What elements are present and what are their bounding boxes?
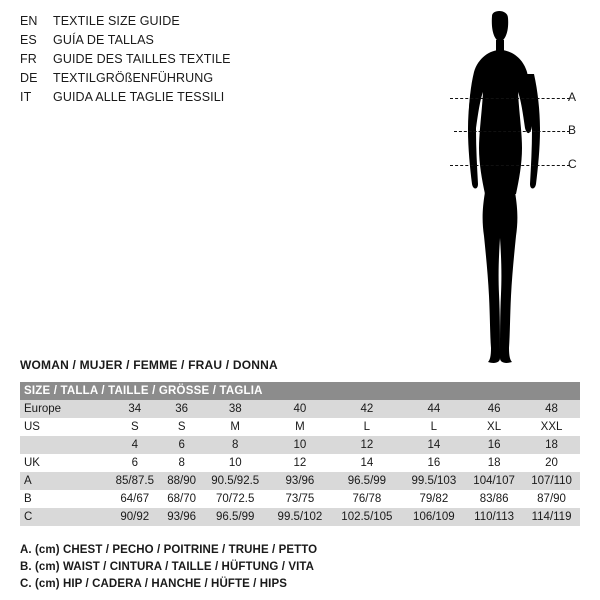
woman-silhouette-icon [430, 8, 590, 368]
cell: 8 [202, 436, 269, 454]
language-code: IT [20, 90, 32, 104]
row-label: B [20, 490, 108, 508]
cell: 93/96 [269, 472, 331, 490]
language-title: GUIDA ALLE TAGLIE TESSILI [53, 90, 225, 104]
cell: 76/78 [331, 490, 402, 508]
measure-line-b [454, 131, 570, 132]
cell: 102.5/105 [331, 508, 402, 526]
cell: 20 [523, 454, 580, 472]
table-row [20, 490, 580, 508]
cell: 6 [108, 454, 162, 472]
cell: 110/113 [465, 508, 523, 526]
language-row-it [20, 90, 420, 109]
table-row [20, 400, 580, 418]
cell: 48 [523, 400, 580, 418]
cell: 104/107 [465, 472, 523, 490]
language-code: EN [20, 14, 38, 28]
cell: 88/90 [162, 472, 202, 490]
cell: 68/70 [162, 490, 202, 508]
language-title: GUIDE DES TAILLES TEXTILE [53, 52, 231, 66]
note-b: B. (cm) WAIST / CINTURA / TAILLE / HÜFTUNG / VITA [20, 561, 315, 573]
cell: M [269, 418, 331, 436]
row-label [20, 436, 108, 454]
cell: 10 [269, 436, 331, 454]
table-row [20, 436, 580, 454]
row-label: Europe [20, 400, 108, 418]
cell: 18 [465, 454, 523, 472]
cell: 83/86 [465, 490, 523, 508]
measure-label-a: A [568, 90, 577, 104]
cell: 34 [108, 400, 162, 418]
cell: S [162, 418, 202, 436]
cell: 87/90 [523, 490, 580, 508]
table-row [20, 454, 580, 472]
note-a: A. (cm) CHEST / PECHO / POITRINE / TRUHE / PETTO [20, 544, 318, 556]
measurement-notes [20, 542, 317, 593]
language-code: ES [20, 33, 37, 47]
cell: 79/82 [403, 490, 465, 508]
row-label: C [20, 508, 108, 526]
cell: 107/110 [523, 472, 580, 490]
language-row-fr [20, 52, 420, 71]
section-title-woman: WOMAN / MUJER / FEMME / FRAU / DONNA [20, 358, 278, 372]
cell: 46 [465, 400, 523, 418]
cell: 36 [162, 400, 202, 418]
table-row [20, 508, 580, 526]
cell: 14 [331, 454, 402, 472]
cell: 18 [523, 436, 580, 454]
cell: 4 [108, 436, 162, 454]
cell: 12 [269, 454, 331, 472]
cell: 42 [331, 400, 402, 418]
cell: M [202, 418, 269, 436]
table-row [20, 418, 580, 436]
language-code: DE [20, 71, 38, 85]
cell: 93/96 [162, 508, 202, 526]
cell: 96.5/99 [331, 472, 402, 490]
cell: 44 [403, 400, 465, 418]
body-figure-diagram [430, 8, 590, 368]
cell: 10 [202, 454, 269, 472]
cell: 12 [331, 436, 402, 454]
cell: 73/75 [269, 490, 331, 508]
cell: 38 [202, 400, 269, 418]
size-table [20, 382, 580, 526]
cell: 8 [162, 454, 202, 472]
language-title: GUÍA DE TALLAS [53, 33, 154, 47]
cell: 114/119 [523, 508, 580, 526]
cell: S [108, 418, 162, 436]
cell: 99.5/102 [269, 508, 331, 526]
table-header-label: SIZE / TALLA / TAILLE / GRÖSSE / TAGLIA [20, 382, 580, 400]
cell: 70/72.5 [202, 490, 269, 508]
row-label: US [20, 418, 108, 436]
note-c: C. (cm) HIP / CADERA / HANCHE / HÜFTE / HIPS [20, 578, 288, 590]
row-label: UK [20, 454, 108, 472]
language-row-en [20, 14, 420, 33]
language-title: TEXTILGRÖßENFÜHRUNG [53, 71, 214, 85]
cell: 99.5/103 [403, 472, 465, 490]
cell: 90.5/92.5 [202, 472, 269, 490]
measure-label-b: B [568, 123, 577, 137]
cell: 106/109 [403, 508, 465, 526]
row-label: A [20, 472, 108, 490]
cell: L [403, 418, 465, 436]
measure-line-a [450, 98, 570, 99]
cell: 96.5/99 [202, 508, 269, 526]
measure-label-c: C [568, 157, 577, 171]
language-row-de [20, 71, 420, 90]
cell: 6 [162, 436, 202, 454]
table-row [20, 472, 580, 490]
cell: L [331, 418, 402, 436]
cell: 16 [403, 454, 465, 472]
cell: 14 [403, 436, 465, 454]
measure-line-c [450, 165, 570, 166]
language-title: TEXTILE SIZE GUIDE [53, 14, 180, 28]
cell: 40 [269, 400, 331, 418]
language-code: FR [20, 52, 37, 66]
cell: XXL [523, 418, 580, 436]
cell: 16 [465, 436, 523, 454]
cell: 90/92 [108, 508, 162, 526]
cell: 64/67 [108, 490, 162, 508]
cell: 85/87.5 [108, 472, 162, 490]
cell: XL [465, 418, 523, 436]
table-header-row [20, 382, 580, 400]
language-row-es [20, 33, 420, 52]
language-title-list [20, 14, 420, 109]
